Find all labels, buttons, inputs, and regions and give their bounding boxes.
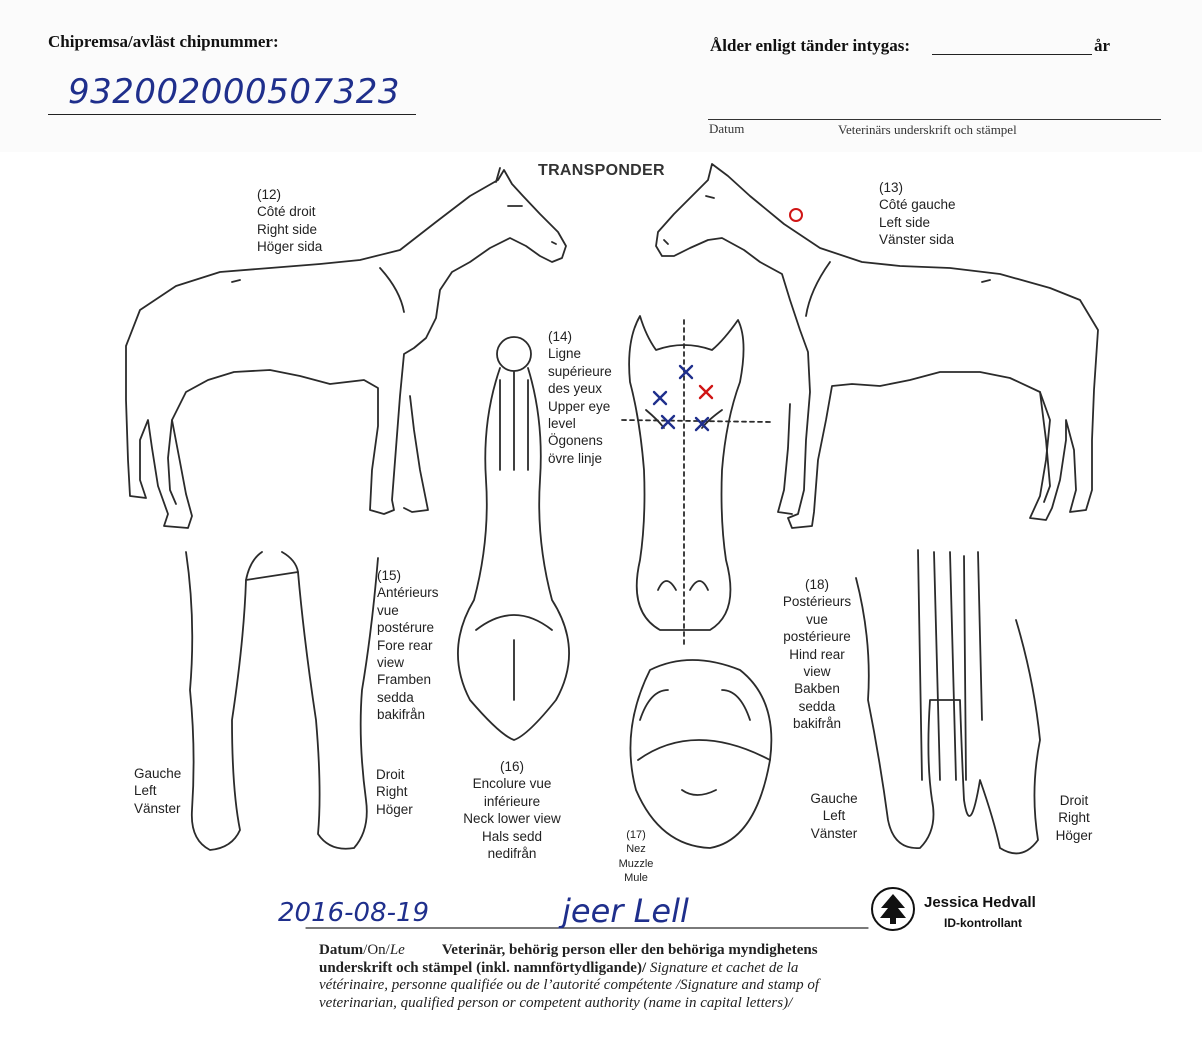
footer-vet-fr-1: Signature et cachet de la: [646, 959, 799, 976]
footer-vet-sv-2: underskrift och stämpel (inkl. namnförtydligande)/: [319, 959, 647, 976]
footer-date-value: 2016-08-19: [278, 898, 430, 928]
stamp-name: Jessica Hedvall: [924, 894, 1036, 911]
diagram-18-label: (18) Postérieurs vue postérieure Hind rear view Bakben sedda bakifrån: [782, 577, 852, 732]
diagram-15-label: (15) Antérieurs vue postérure Fore rear view Framben sedda bakifrån: [377, 568, 439, 723]
footer-date-label-en: /On/: [363, 942, 390, 958]
official-seal-icon: [870, 886, 916, 932]
footer-date-label-fr: Le: [389, 942, 405, 958]
footer-vet-en-3: veterinarian, qualified person or competent authority (name in capital letters)/: [319, 994, 793, 1011]
header-date-label: Datum: [709, 121, 745, 136]
horse-right-side-drawing: [126, 168, 566, 528]
section-title: TRANSPONDER: [538, 162, 665, 179]
chip-number-label: Chipremsa/avläst chipnummer:: [48, 32, 279, 51]
footer-signature: jeer Lell: [562, 892, 689, 930]
hind-left-label: Gauche Left Vänster: [810, 791, 858, 841]
footer-date-label-sv: Datum: [319, 942, 364, 958]
diagram-17-label: (17) Nez Muzzle Mule: [618, 829, 654, 884]
footer-signature-caption: [319, 942, 819, 1012]
age-unit: år: [1094, 36, 1111, 55]
hind-right-label: Droit Right Höger: [1055, 793, 1093, 843]
header-vet-sign-label: Veterinärs underskrift och stämpel: [838, 122, 1017, 137]
fore-legs-drawing: [186, 552, 378, 850]
diagram-16-label: (16) Encolure vue inférieure Neck lower view Hals sedd nedifrån: [463, 759, 561, 862]
footer-vet-fr-2: vétérinaire, personne qualifiée ou de l’autorité compétente /Signature and stamp of: [319, 977, 820, 994]
hind-legs-drawing: [856, 550, 1040, 853]
fore-left-label: Gauche Left Vänster: [134, 766, 182, 816]
diagram-13-label: (13) Côté gauche Left side Vänster sida: [879, 180, 956, 248]
neck-lower-view-drawing: [458, 337, 569, 740]
muzzle-drawing: [630, 660, 771, 848]
head-front-view-drawing: [622, 316, 770, 648]
stamp-role: ID-kontrollant: [944, 916, 1022, 930]
diagram-14-label: (14) Ligne supérieure des yeux Upper eye level Ögonens övre linje: [548, 329, 612, 466]
age-label: Ålder enligt tänder intygas:: [710, 36, 911, 55]
chip-number-value: 932002000507323: [68, 72, 400, 112]
fore-right-label: Droit Right Höger: [376, 767, 413, 817]
diagram-12-label: (12) Côté droit Right side Höger sida: [257, 187, 323, 255]
footer-vet-sv-1: Veterinär, behörig person eller den behöriga myndighetens: [441, 942, 818, 958]
